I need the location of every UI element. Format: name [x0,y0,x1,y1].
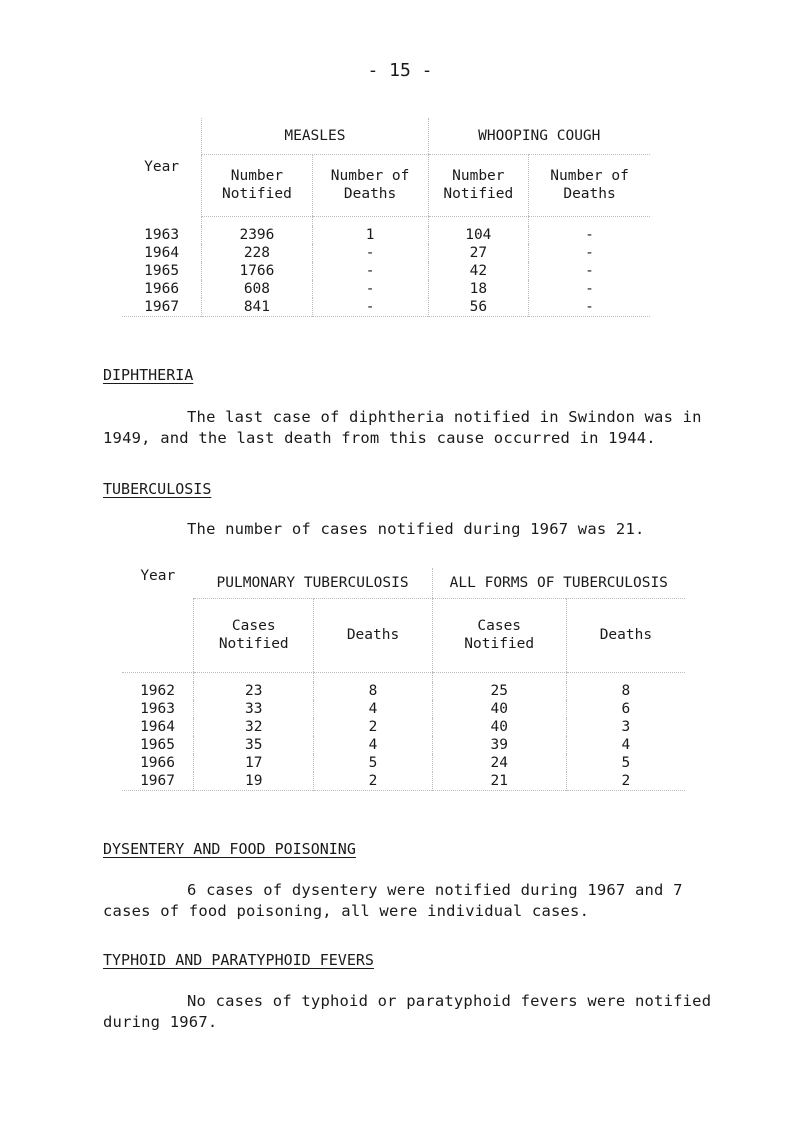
measles-deaths-header: Number of Deaths [312,154,428,216]
whooping-notified-header: Number Notified [428,154,529,216]
table-row: 1963 33 4 40 6 [122,700,685,718]
typhoid-heading: TYPHOID AND PARATYPHOID FEVERS [103,951,374,969]
pulmonary-deaths-header: Deaths [314,598,432,672]
tuberculosis-table [122,568,685,791]
dysentery-paragraph: 6 cases of dysentery were notified during 1967 and 7 cases of food poisoning, all were individual cases. [103,881,683,920]
pulmonary-group-header: PULMONARY TUBERCULOSIS [194,568,433,598]
table-row: 1965 1766 - 42 - [122,262,650,280]
tuberculosis-heading: TUBERCULOSIS [103,480,212,498]
year-column-header: Year [140,568,176,584]
table-row: 1963 2396 1 104 - [122,226,650,244]
dysentery-heading: DYSENTERY AND FOOD POISONING [103,840,356,858]
whooping-deaths-header: Number of Deaths [529,154,650,216]
page-number: - 15 - [367,60,433,81]
diphtheria-paragraph: The last case of diphtheria notified in Swindon was in 1949, and the last death from this cause occurred in 1944. [103,408,702,447]
table-row: 1967 19 2 21 2 [122,772,685,791]
year-column-header: Year [144,159,180,175]
measles-notified-header: Number Notified [202,154,312,216]
table-row: 1965 35 4 39 4 [122,736,685,754]
tuberculosis-paragraph: The number of cases notified during 1967 was 21. [187,520,645,538]
measles-whooping-cough-table [122,118,650,317]
all-forms-notified-header: Cases Notified [432,598,566,672]
table-row: 1964 32 2 40 3 [122,718,685,736]
measles-group-header: MEASLES [202,118,428,154]
table-row: 1966 17 5 24 5 [122,754,685,772]
table-row: 1964 228 - 27 - [122,244,650,262]
table-row: 1966 608 - 18 - [122,280,650,298]
typhoid-paragraph: No cases of typhoid or paratyphoid fevers were notified during 1967. [103,992,712,1031]
diphtheria-heading: DIPHTHERIA [103,366,194,384]
table-row: 1962 23 8 25 8 [122,682,685,700]
all-forms-group-header: ALL FORMS OF TUBERCULOSIS [432,568,685,598]
pulmonary-notified-header: Cases Notified [194,598,314,672]
all-forms-deaths-header: Deaths [566,598,685,672]
whooping-cough-group-header: WHOOPING COUGH [428,118,650,154]
table-row: 1967 841 - 56 - [122,298,650,317]
